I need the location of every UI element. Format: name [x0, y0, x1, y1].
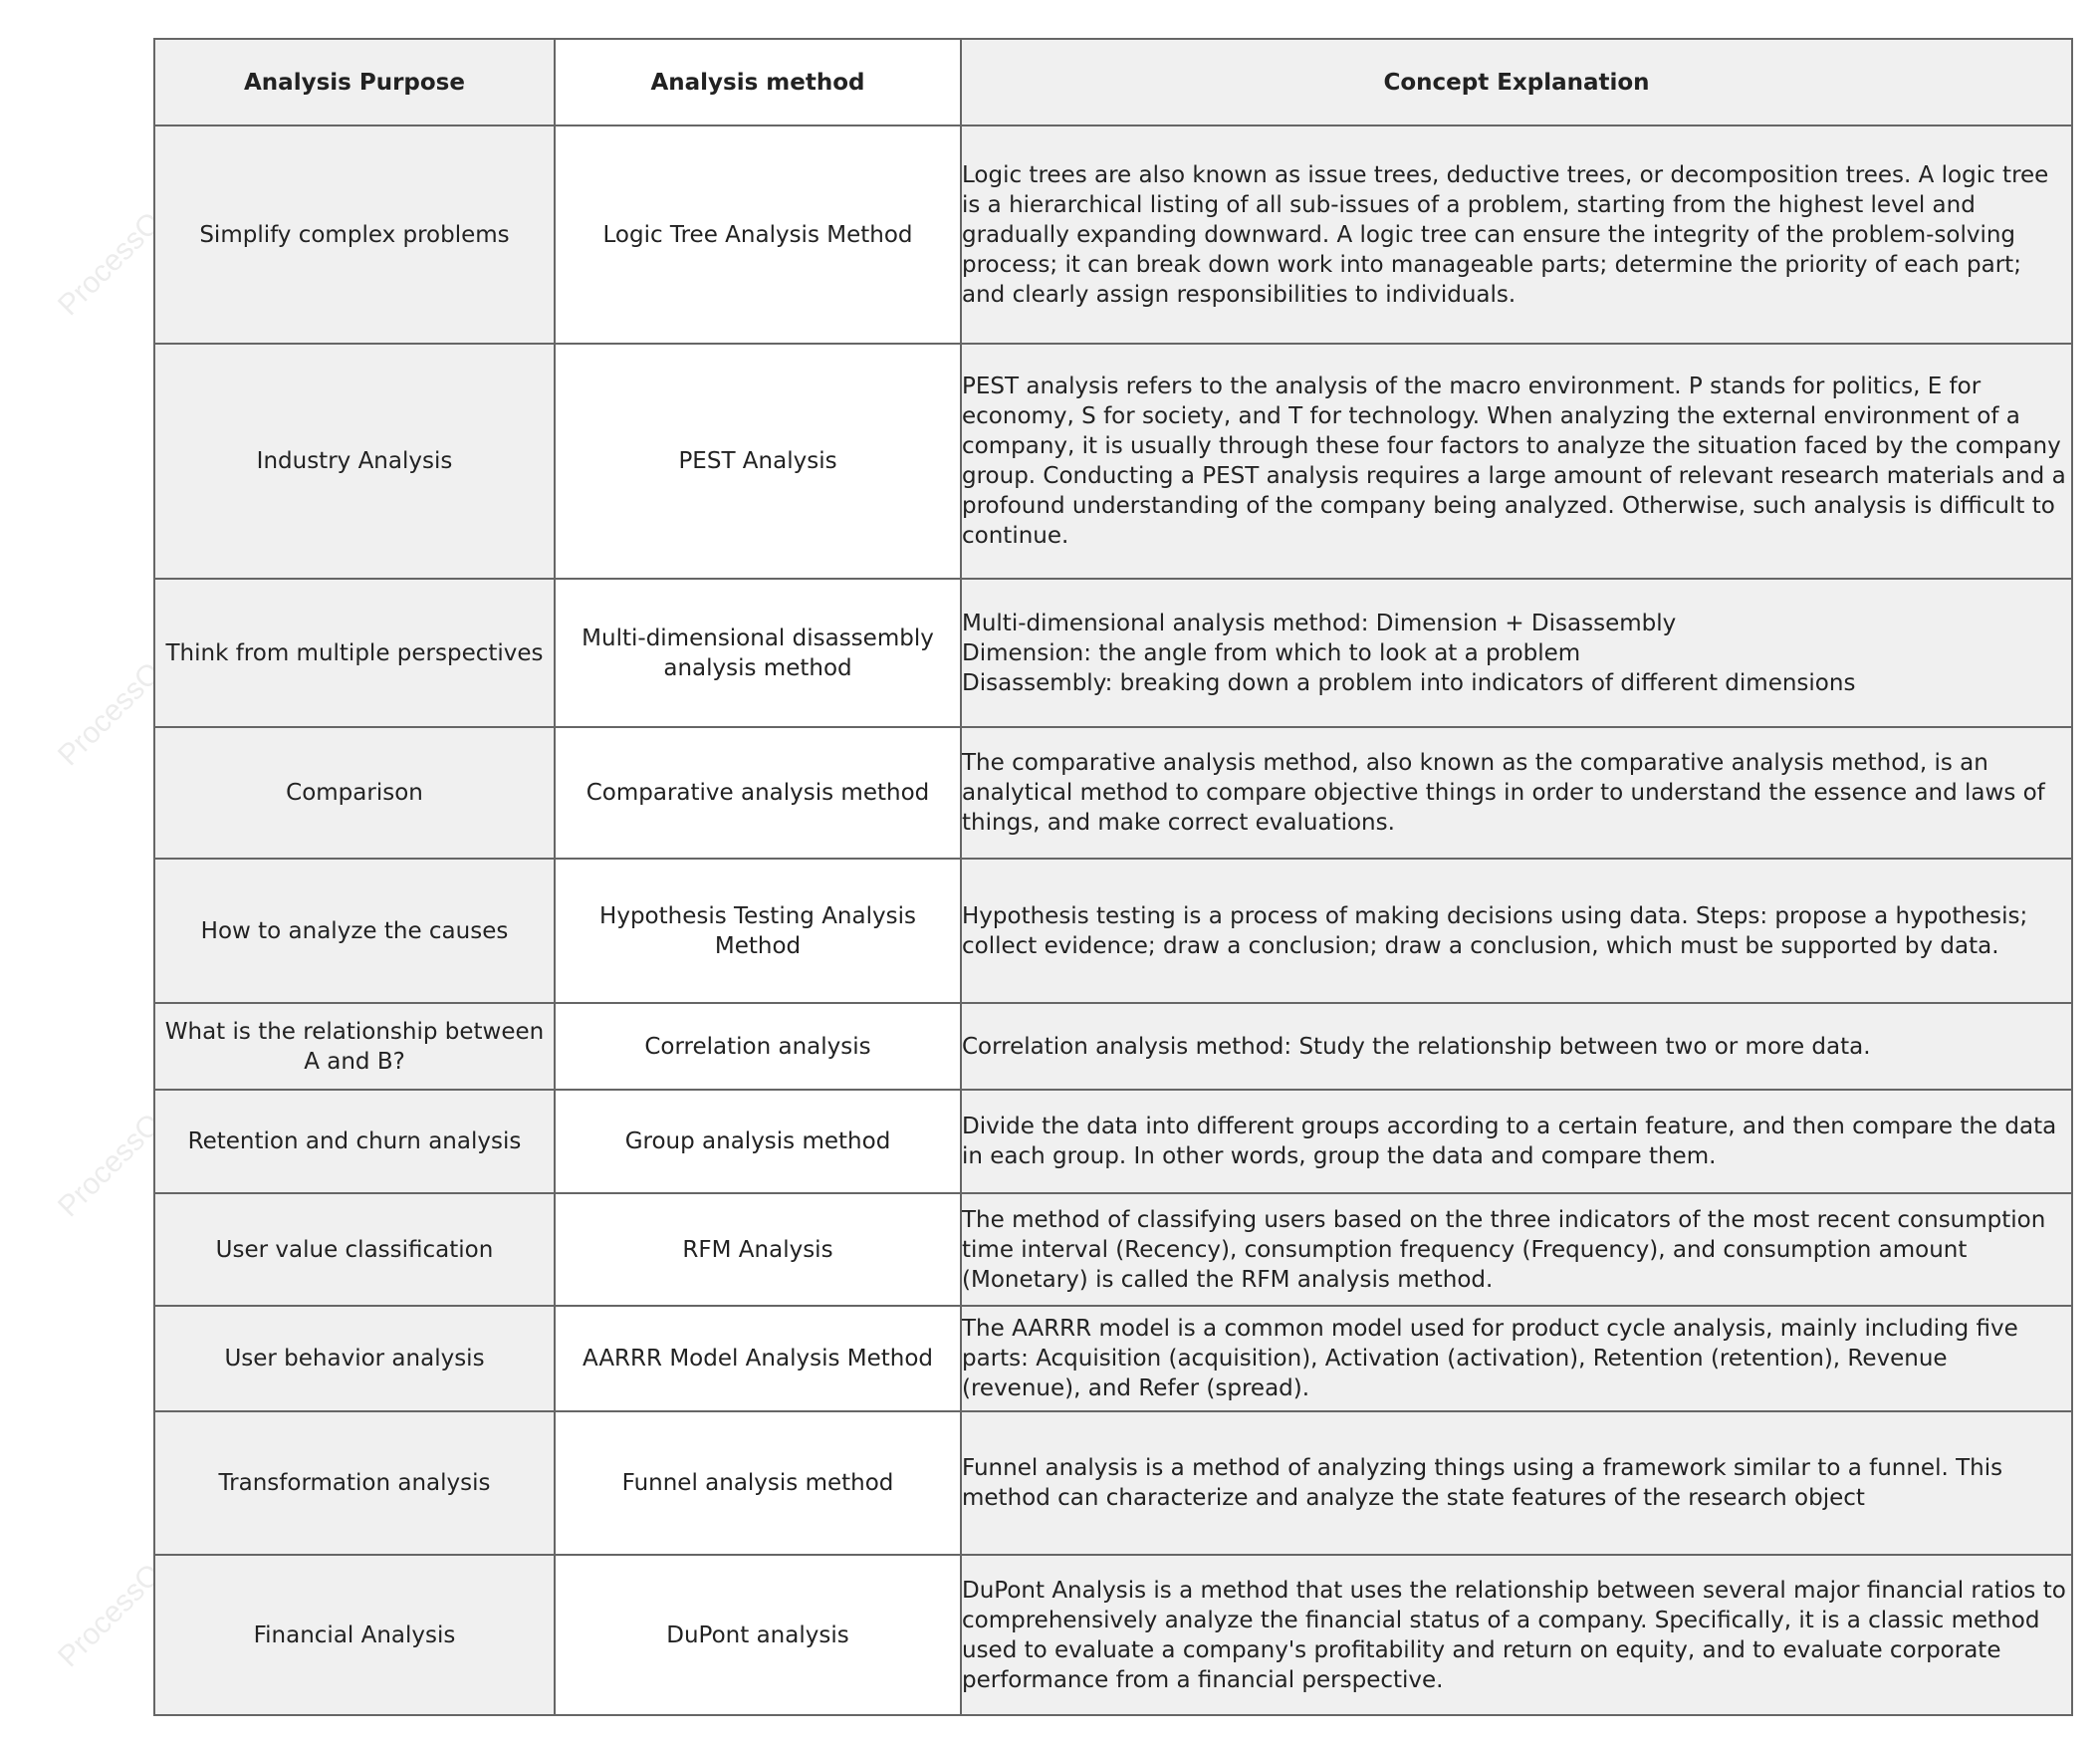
- cell-purpose: Industry Analysis: [154, 344, 555, 579]
- table-header-row: [154, 39, 2072, 125]
- cell-purpose: User behavior analysis: [154, 1306, 555, 1411]
- table-row: [154, 1193, 2072, 1306]
- table-row: [154, 1555, 2072, 1715]
- cell-purpose: Transformation analysis: [154, 1411, 555, 1555]
- table-row: [154, 579, 2072, 727]
- cell-method: PEST Analysis: [555, 344, 961, 579]
- concept-line: Disassembly: breaking down a problem into indicators of different dimensions: [962, 669, 1856, 696]
- watermark-text: ProcessOn.io: [52, 1073, 202, 1224]
- header-analysis-purpose: Analysis Purpose: [154, 39, 555, 125]
- cell-concept: PEST analysis refers to the analysis of the macro environment. P stands for politics, E for economy, S for society, and T for technology. When analyzing the external environment of a company, it is usually through these four factors to analyze the situation faced by the company group. Conducting a PEST analysis requires a large amount of relevant research materials and a profound understanding of the company being analyzed. Otherwise, such analysis is difficult to continue.: [961, 344, 2072, 579]
- cell-purpose: Financial Analysis: [154, 1555, 555, 1715]
- cell-method: Correlation analysis: [555, 1003, 961, 1090]
- cell-method: Hypothesis Testing Analysis Method: [555, 859, 961, 1003]
- cell-purpose: User value classification: [154, 1193, 555, 1306]
- cell-purpose: Think from multiple perspectives: [154, 579, 555, 727]
- table-row: [154, 344, 2072, 579]
- cell-purpose: What is the relationship between A and B?: [154, 1003, 555, 1090]
- table-row: [154, 1090, 2072, 1193]
- cell-concept: The method of classifying users based on the three indicators of the most recent consumption time interval (Recency), consumption frequency (Frequency), and consumption amount (Monetary) is called the RFM analysis method.: [961, 1193, 2072, 1306]
- cell-concept: Divide the data into different groups according to a certain feature, and then compare the data in each group. In other words, group the data and compare them.: [961, 1090, 2072, 1193]
- cell-concept: DuPont Analysis is a method that uses the relationship between several major financial ratios to comprehensively analyze the financial status of a company. Specifically, it is a classic method used to evaluate a company's profitability and return on equity, and to evaluate corporate performance from a financial perspective.: [961, 1555, 2072, 1715]
- cell-concept: Funnel analysis is a method of analyzing things using a framework similar to a funnel. This method can characterize and analyze the state features of the research object: [961, 1411, 2072, 1555]
- cell-method: DuPont analysis: [555, 1555, 961, 1715]
- cell-method: Funnel analysis method: [555, 1411, 961, 1555]
- cell-concept: Hypothesis testing is a process of making decisions using data. Steps: propose a hypothesis; collect evidence; draw a conclusion; draw a conclusion, which must be supported by data.: [961, 859, 2072, 1003]
- cell-purpose: How to analyze the causes: [154, 859, 555, 1003]
- table-row: [154, 1306, 2072, 1411]
- cell-method: Comparative analysis method: [555, 727, 961, 859]
- watermark-text: ProcessOn.io: [52, 1523, 202, 1674]
- cell-concept: Correlation analysis method: Study the relationship between two or more data.: [961, 1003, 2072, 1090]
- table-row: [154, 1411, 2072, 1555]
- cell-method: RFM Analysis: [555, 1193, 961, 1306]
- concept-line: Multi-dimensional analysis method: Dimension + Disassembly: [962, 610, 1677, 636]
- table-row: [154, 727, 2072, 859]
- header-analysis-method: Analysis method: [555, 39, 961, 125]
- table-row: [154, 125, 2072, 344]
- concept-line: Dimension: the angle from which to look at a problem: [962, 639, 1581, 666]
- cell-method: Logic Tree Analysis Method: [555, 125, 961, 344]
- cell-method: Multi-dimensional disassembly analysis method: [555, 579, 961, 727]
- cell-concept: Logic trees are also known as issue trees, deductive trees, or decomposition trees. A logic tree is a hierarchical listing of all sub-issues of a problem, starting from the highest level and gradually expanding downward. A logic tree can ensure the integrity of the problem-solving process; it can break down work into manageable parts; determine the priority of each part; and clearly assign responsibilities to individuals.: [961, 125, 2072, 344]
- table-row: [154, 1003, 2072, 1090]
- cell-concept: The AARRR model is a common model used for product cycle analysis, mainly including five parts: Acquisition (acquisition), Activation (activation), Retention (retention), Revenue (revenue), and Refer (spread).: [961, 1306, 2072, 1411]
- header-concept-explanation: Concept Explanation: [961, 39, 2072, 125]
- cell-method: Group analysis method: [555, 1090, 961, 1193]
- cell-purpose: Simplify complex problems: [154, 125, 555, 344]
- table-row: [154, 859, 2072, 1003]
- cell-concept: The comparative analysis method, also known as the comparative analysis method, is an analytical method to compare objective things in order to understand the essence and laws of things, and make correct evaluations.: [961, 727, 2072, 859]
- analysis-methods-table: [153, 38, 2073, 1716]
- cell-concept: [961, 579, 2072, 727]
- cell-purpose: Comparison: [154, 727, 555, 859]
- watermark-text: ProcessOn.io: [52, 171, 202, 323]
- cell-purpose: Retention and churn analysis: [154, 1090, 555, 1193]
- cell-method: AARRR Model Analysis Method: [555, 1306, 961, 1411]
- watermark-text: ProcessOn.io: [52, 622, 202, 773]
